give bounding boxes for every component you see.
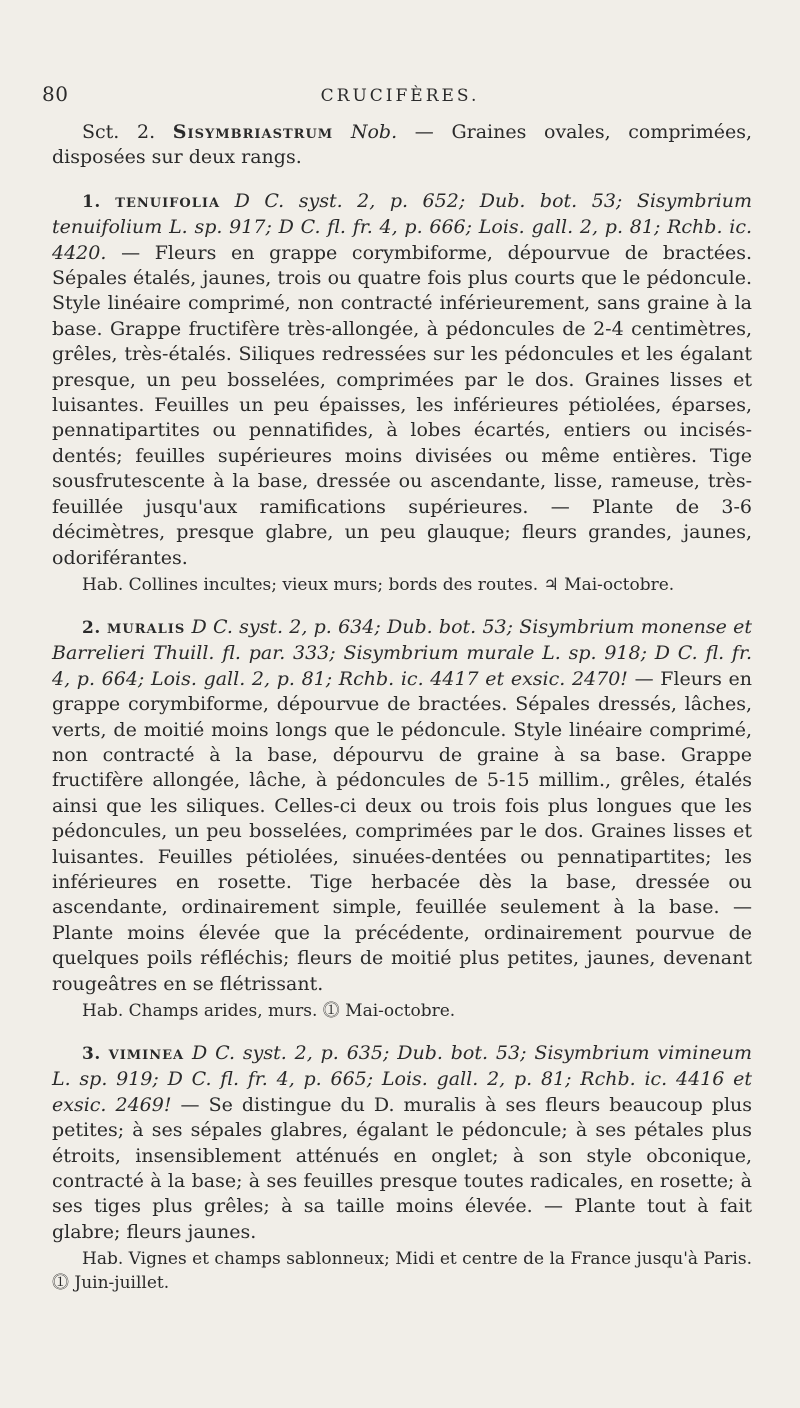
species-citation: D C. syst. 2, p. 634; Dub. bot. 53; Sisymbrium monense et Barrelieri Thuill. fl. par. 333; Sisymbrium murale L. sp. 918; D C. fl. fr. 4, p. 664; Lois. gall. 2, p. 81; Rchb. ic. 4417 et exsic. 2470! bbox=[52, 615, 752, 690]
section-author: Nob. bbox=[350, 121, 398, 143]
species-paragraph bbox=[52, 189, 752, 571]
species-name: viminea bbox=[108, 1042, 185, 1064]
species-number: 2. bbox=[82, 617, 101, 638]
species-citation: D C. syst. 2, p. 635; Dub. bot. 53; Sisymbrium vimineum L. sp. 919; D C. fl. fr. 4, p. 665; Lois. gall. 2, p. 81; Rchb. ic. 4416 et exsic. 2469! bbox=[52, 1042, 753, 1116]
section-description: — Graines ovales, comprimées, disposées sur deux rangs. bbox=[52, 121, 752, 169]
species-habitat: Hab. Vignes et champs sablonneux; Midi et centre de la France jusqu'à Paris. ⓵ Juin-juillet. bbox=[52, 1249, 752, 1294]
species-number: 3. bbox=[82, 1044, 101, 1064]
page-header bbox=[0, 82, 800, 112]
species-entry-2 bbox=[52, 615, 752, 1023]
species-habitat: Hab. Champs arides, murs. ⓵ Mai-octobre. bbox=[82, 1001, 456, 1021]
species-entry-3 bbox=[52, 1041, 752, 1295]
species-name: muralis bbox=[107, 615, 186, 638]
species-description: — Fleurs en grappe corymbiforme, dépourvue de bractées. Sépales étalés, jaunes, trois ou quatre fois plus courts que le pédoncule. Style linéaire comprimé, non contracté inférieurement, sans graine à la base. Grappe fructifère très-allongée, à pédoncules de 2-4 centimètres, grêles, très-étalés. Siliques redressées sur les pédoncules et les égalant presque, un peu bosselées, comprimées par le dos. Graines lisses et luisantes. Feuilles un peu épaisses, les inférieures pétiolées, éparses, pennatipartites ou pennatifides, à lobes écartés, entiers ou incisés-dentés; feuilles supérieures moins divisées ou même entières. Tige sousfrutescente à la base, dressée ou ascendante, lisse, rameuse, très-feuillée jusqu'aux ramifications supérieures. — Plante de 3-6 décimètres, presque glabre, un peu glauque; fleurs grandes, jaunes, odoriférantes. bbox=[52, 241, 752, 569]
species-entry-1 bbox=[52, 189, 752, 597]
page-body bbox=[52, 120, 752, 1295]
section-label: Sct. 2. bbox=[82, 121, 156, 143]
species-number: 1. bbox=[82, 191, 101, 212]
species-paragraph bbox=[52, 1041, 752, 1245]
species-description: — Se distingue du D. muralis à ses fleurs beaucoup plus petites; à ses sépales glabres, égalant le pédoncule; à ses pétales plus étroits, insensiblement atténués en onglet; à son style obconique, contracté à la base; à ses feuilles presque toutes radicales, en rosette; à ses tiges plus grêles; à sa taille moins élevée. — Plante tout à fait glabre; fleurs jaunes. bbox=[52, 1093, 753, 1243]
species-name: tenuifolia bbox=[115, 189, 221, 212]
species-description: — Fleurs en grappe corymbiforme, dépourvue de bractées. Sépales dressés, lâches, verts, de moitié moins longs que le pédoncule. Style linéaire comprimé, non contracté à la base, dépourvu de graine à sa base. Grappe fructifère allongée, lâche, à pédoncules de 5-15 millim., grêles, étalés ainsi que les siliques. Celles-ci deux ou trois fois plus longues que les pédoncules, un peu bosselées, comprimées par le dos. Graines lisses et luisantes. Feuilles pétiolées, sinuées-dentées ou pennatipartites; les inférieures en rosette. Tige herbacée dès la base, dressée ou ascendante, ordinairement simple, feuillée seulement à la base. — Plante moins élevée que la précédente, ordinairement pourvue de quelques poils réfléchis; fleurs de moitié plus petites, jaunes, devenant rougeâtres en se flétrissant. bbox=[52, 667, 753, 995]
section-heading bbox=[52, 120, 752, 171]
species-citation: D C. syst. 2, p. 652; Dub. bot. 53; Sisymbrium tenuifolium L. sp. 917; D C. fl. fr. 4, p. 666; Lois. gall. 2, p. 81; Rchb. ic. 4420. bbox=[52, 189, 753, 264]
species-habitat: Hab. Collines incultes; vieux murs; bords des routes. ♃ Mai-octobre. bbox=[82, 574, 675, 595]
section-name: Sisymbriastrum bbox=[172, 121, 334, 143]
page-number: 80 bbox=[42, 82, 69, 106]
species-paragraph bbox=[52, 615, 752, 997]
running-head: CRUCIFÈRES. bbox=[320, 86, 480, 106]
